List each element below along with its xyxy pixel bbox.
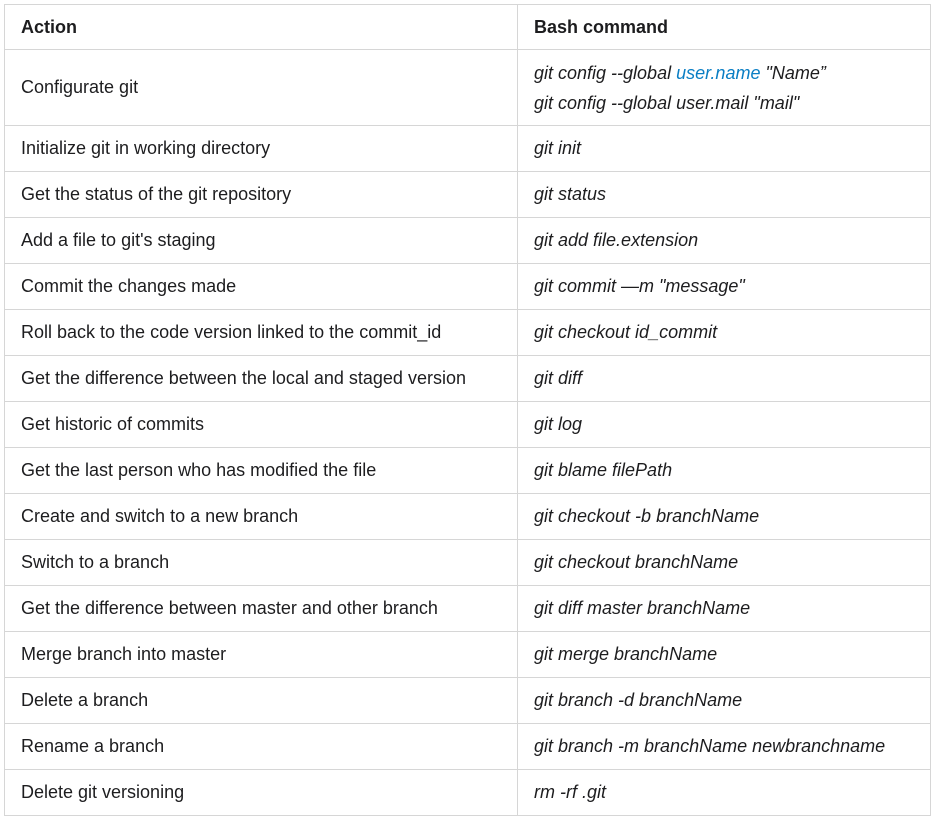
action-cell: Get the status of the git repository — [5, 172, 518, 218]
command-line: git config --global user.mail "mail" — [534, 92, 800, 113]
table-row — [5, 310, 931, 356]
action-cell: Create and switch to a new branch — [5, 494, 518, 540]
action-cell: Initialize git in working directory — [5, 126, 518, 172]
command-text: git config --global — [534, 62, 677, 83]
git-commands-table — [4, 4, 931, 816]
action-cell: Get the difference between master and other branch — [5, 586, 518, 632]
command-cell: git add file.extension — [518, 218, 931, 264]
table-row — [5, 770, 931, 816]
action-cell: Get historic of commits — [5, 402, 518, 448]
action-cell: Get the difference between the local and staged version — [5, 356, 518, 402]
command-cell: rm -rf .git — [518, 770, 931, 816]
command-cell: git branch -m branchName newbranchname — [518, 724, 931, 770]
command-line — [534, 58, 930, 88]
action-cell: Get the last person who has modified the file — [5, 448, 518, 494]
action-cell: Delete a branch — [5, 678, 518, 724]
action-cell: Configurate git — [5, 50, 518, 126]
command-cell: git log — [518, 402, 931, 448]
action-cell: Commit the changes made — [5, 264, 518, 310]
command-cell: git checkout id_commit — [518, 310, 931, 356]
command-cell — [518, 50, 931, 126]
command-cell: git init — [518, 126, 931, 172]
command-cell: git branch -d branchName — [518, 678, 931, 724]
table-row — [5, 264, 931, 310]
table-row — [5, 172, 931, 218]
command-cell: git commit —m "message" — [518, 264, 931, 310]
table-row — [5, 586, 931, 632]
command-cell: git checkout branchName — [518, 540, 931, 586]
action-cell: Switch to a branch — [5, 540, 518, 586]
table-row — [5, 402, 931, 448]
table-row — [5, 126, 931, 172]
table-row — [5, 494, 931, 540]
command-cell: git checkout -b branchName — [518, 494, 931, 540]
command-cell: git merge branchName — [518, 632, 931, 678]
user-name-link[interactable]: user.name — [676, 62, 761, 83]
table-row — [5, 632, 931, 678]
table-row — [5, 448, 931, 494]
table-row — [5, 678, 931, 724]
table-row — [5, 724, 931, 770]
command-cell: git diff — [518, 356, 931, 402]
table-row — [5, 356, 931, 402]
action-cell: Roll back to the code version linked to the commit_id — [5, 310, 518, 356]
git-commands-table-container — [4, 4, 930, 816]
header-bash-command: Bash command — [518, 5, 931, 50]
header-action: Action — [5, 5, 518, 50]
action-cell: Add a file to git's staging — [5, 218, 518, 264]
action-cell: Delete git versioning — [5, 770, 518, 816]
action-cell: Rename a branch — [5, 724, 518, 770]
table-header-row — [5, 5, 931, 50]
table-row — [5, 218, 931, 264]
table-row — [5, 540, 931, 586]
command-cell: git status — [518, 172, 931, 218]
command-text: "Name” — [760, 62, 826, 83]
table-row — [5, 50, 931, 126]
command-cell: git diff master branchName — [518, 586, 931, 632]
action-cell: Merge branch into master — [5, 632, 518, 678]
command-cell: git blame filePath — [518, 448, 931, 494]
